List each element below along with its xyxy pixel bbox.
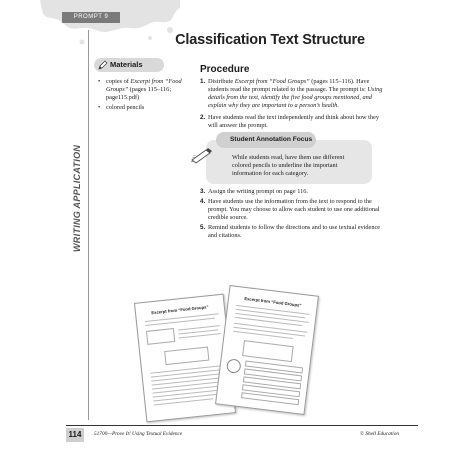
thumbnail-prompt-page <box>215 285 319 415</box>
procedure-step-4: 4. Have students use the information from the text to respond to the prompt. You may choose to allow each student to use one additional credible source. <box>200 198 380 221</box>
footer-book-title: 51700—Prove It! Using Textual Evidence <box>94 431 183 437</box>
procedure-heading: Procedure <box>200 64 250 75</box>
annotation-focus-text: While students read, have them use different colored pencils to underline the important information for each category. <box>232 154 345 177</box>
ink-splash-decoration <box>30 0 190 60</box>
list-item: • colored pencils <box>98 104 190 112</box>
footer-divider <box>66 425 418 426</box>
page-number: 114 <box>66 428 84 442</box>
list-item: • copies of Excerpt from “Food Groups” (pages 115–116; page115.pdf) <box>98 78 190 102</box>
thumbnail-title: Excerpt from “Food Groups” <box>151 304 209 316</box>
highlighter-icon <box>190 146 214 164</box>
materials-heading <box>94 58 164 72</box>
section-divider <box>88 30 89 420</box>
pencil-icon <box>98 60 108 70</box>
footer-copyright: © Shell Education <box>360 431 400 437</box>
annotation-focus-title: Student Annotation Focus <box>230 136 313 143</box>
procedure-step-3: 3. Assign the writing prompt on page 116. <box>200 188 308 195</box>
section-label: WRITING APPLICATION <box>72 144 82 252</box>
procedure-step-2: 2. Have students read the text independently and think about how they will answer the prompt. <box>200 114 380 129</box>
thumbnail-title: Excerpt from “Food Groups” <box>244 295 302 308</box>
materials-list <box>98 78 190 114</box>
prompt-tab: PROMPT 9 <box>62 12 120 23</box>
procedure-step-1: 1. Distribute Excerpt from “Food Groups” (pages 115–116). Have students read the prompt related to the passage. The prompt is: Using details from the text, identify the five food groups mentioned, and explain why they are important to a person’s health. <box>200 78 383 109</box>
procedure-step-5: 5. Remind students to follow the directions and to use textual evidence and citations. <box>200 224 381 239</box>
page-title: Classification Text Structure <box>175 32 365 48</box>
materials-heading-label: Materials <box>110 60 143 69</box>
